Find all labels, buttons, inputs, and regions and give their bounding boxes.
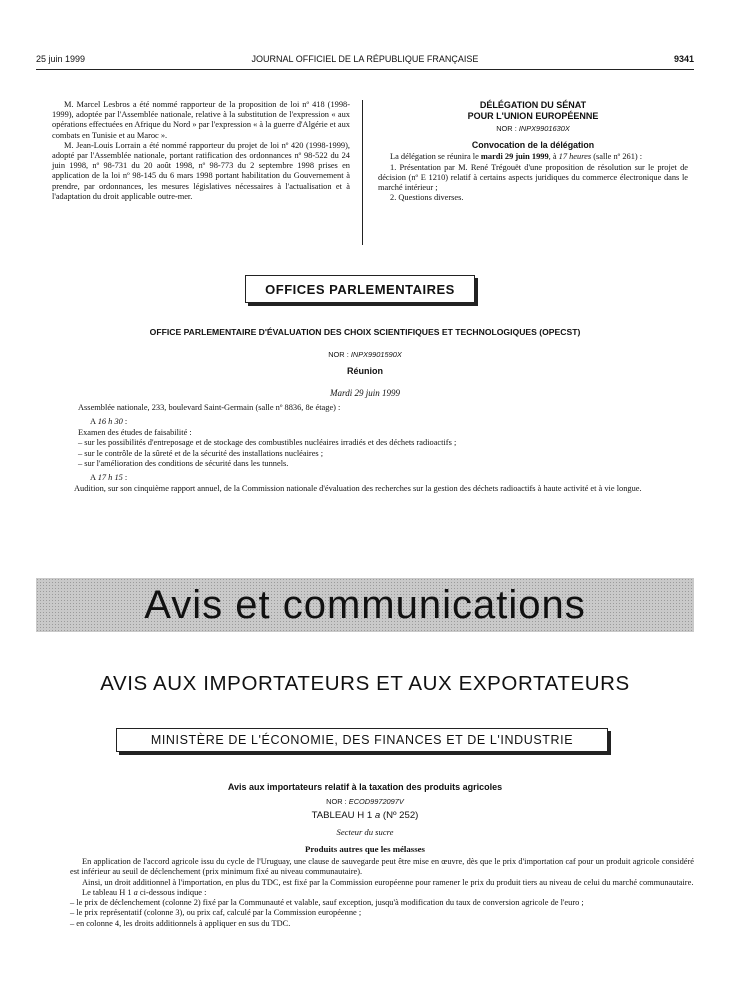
nor-label: NOR :	[326, 797, 347, 806]
agenda-item-1: 1. Présentation par M. René Trégouët d'une proposition de résolution sur le projet de décision (nº E 1210) relatif à certains aspects juridiques du commerce électronique dans le marché intérieur ;	[378, 162, 688, 193]
meeting-time: 17 heures	[558, 152, 592, 162]
paragraph: En application de l'accord agricole issu du cycle de l'Uruguay, une clause de sauvegarde peut être mise en œuvre, dès que le prix d'importation caf pour un produit agricole considéré est inférieur au seuil de déclenchement (prix minimum fixé au niveau communautaire).	[70, 857, 694, 877]
time-value: 16 h 30	[97, 417, 123, 427]
agenda-item-2: 2. Questions diverses.	[390, 193, 464, 203]
convocation-intro	[378, 152, 688, 162]
bullet-item: – sur les possibilités d'entreposage et de stockage des combustibles nucléaires irradiés et des déchets radioactifs ;	[78, 438, 457, 448]
bullet-item: – sur le contrôle de la sûreté et de la sécurité des installations nucléaires ;	[78, 448, 324, 458]
column-divider	[362, 100, 363, 245]
produits-heading: Produits autres que les mélasses	[305, 844, 425, 854]
para-suffix: ci-dessous indique :	[137, 887, 207, 897]
intro-end: (salle nº 261) :	[591, 152, 643, 162]
avis-body	[70, 857, 694, 929]
tableau-suffix: (Nº 252)	[380, 810, 419, 821]
nor-code: INPX9901590X	[350, 350, 402, 359]
audition-text: Audition, sur son cinquième rapport annuel, de la Commission nationale d'évaluation des recherches sur la gestion des déchets radioactifs à haute activité et à vie longue.	[74, 483, 642, 493]
tableau-heading	[36, 810, 694, 821]
meeting-location: Assemblée nationale, 233, boulevard Saint-Germain (salle nº 8836, 8e étage) :	[78, 403, 341, 412]
ministry-box: MINISTÈRE DE L'ÉCONOMIE, DES FINANCES ET DE L'INDUSTRIE	[116, 728, 608, 752]
offices-parlementaires-box: OFFICES PARLEMENTAIRES	[245, 275, 475, 303]
para-prefix: Le tableau H 1	[82, 887, 134, 897]
left-column	[52, 100, 350, 202]
delegation-title-line2: POUR L'UNION EUROPÉENNE	[467, 111, 599, 121]
avis-nor	[36, 797, 694, 806]
paragraph	[70, 888, 694, 898]
page-header	[36, 54, 694, 68]
nor-code: ECOD9972097V	[348, 797, 404, 806]
intro-mid: , à	[548, 152, 559, 162]
list-item: – le prix de déclenchement (colonne 2) fixé par la Communauté et valable, sauf exception, jusqu'à modification du taux de conversion agricole de l'euro ;	[70, 898, 584, 908]
para-letter: a	[133, 887, 138, 897]
time-slot-2	[78, 473, 694, 483]
paragraph: Ainsi, un droit additionnel à l'importation, en plus du TDC, est fixé par la Commission européenne pour ramener le prix du produit tiers au niveau de celui du marché communautaire.	[82, 877, 694, 887]
intro-start: La délégation se réunira le	[390, 152, 481, 162]
time-value: 17 h 15	[97, 473, 123, 483]
header-rule	[36, 69, 694, 70]
avis-communications-banner	[36, 578, 694, 632]
issue-date: 25 juin 1999	[36, 54, 86, 64]
meeting-date: mardi 29 juin 1999	[480, 152, 549, 162]
convocation-heading: Convocation de la délégation	[471, 140, 595, 151]
nor-label: NOR :	[328, 350, 349, 359]
banner-text: Avis et communications	[144, 583, 586, 627]
time-suffix: :	[122, 417, 128, 427]
time-suffix: :	[122, 473, 128, 483]
journal-title: JOURNAL OFFICIEL DE LA RÉPUBLIQUE FRANÇAISE	[251, 54, 479, 64]
paragraph-lesbros: M. Marcel Lesbros a été nommé rapporteur de la proposition de loi nº 418 (1998-1999), adoptée par l'Assemblée nationale, relative à la substitution de l'expression « aux opérations effectuées en Afrique du Nord » par l'expression « à la guerre d'Algérie et aux combats en Tunisie et au Maroc ».	[52, 100, 350, 140]
opecst-title: OFFICE PARLEMENTAIRE D'ÉVALUATION DES CHOIX SCIENTIFIQUES ET TECHNOLOGIQUES (OPECST)	[149, 327, 581, 337]
section-heading: AVIS AUX IMPORTATEURS ET AUX EXPORTATEURS	[100, 672, 630, 695]
reunion-date: Mardi 29 juin 1999	[330, 388, 400, 398]
list-item: – le prix représentatif (colonne 3), ou prix caf, calculé par la Commission européenne ;	[70, 908, 362, 918]
delegation-nor	[378, 124, 688, 134]
examen-line: Examen des études de faisabilité :	[78, 427, 192, 437]
tableau-letter: a	[374, 810, 381, 821]
delegation-title-line1: DÉLÉGATION DU SÉNAT	[479, 100, 587, 110]
opecst-nor	[36, 350, 694, 359]
opecst-body	[74, 403, 694, 494]
list-item: – en colonne 4, les droits additionnels à appliquer en sus du TDC.	[70, 918, 291, 928]
delegation-title	[378, 100, 688, 122]
time-prefix: A	[90, 473, 98, 483]
time-slot-1	[78, 417, 694, 427]
avis-title: Avis aux importateurs relatif à la taxation des produits agricoles	[227, 782, 503, 792]
secteur-heading: Secteur du sucre	[336, 827, 394, 837]
nor-label: NOR :	[496, 124, 517, 133]
paragraph-lorrain: M. Jean-Louis Lorrain a été nommé rapporteur du projet de loi nº 420 (1998-1999), adopté par l'Assemblée nationale, portant ratification des ordonnances nº 98-522 du 24 juin 1998, nº 98-731 du 20 août 1998, nº 98-773 du 2 septembre 1998 prises en application de la loi nº 98-145 du 6 mars 1998 portant habilitation du Gouvernement à prendre, par ordonnances, les mesures législatives nécessaires à l'actualisation et à l'adaptation du droit applicable outre-mer.	[52, 140, 350, 201]
page-number: 9341	[673, 54, 694, 64]
right-column	[378, 100, 688, 203]
time-prefix: A	[90, 417, 98, 427]
bullet-item: – sur l'amélioration des conditions de sécurité dans les tunnels.	[78, 459, 289, 469]
tableau-prefix: TABLEAU H 1	[311, 810, 375, 821]
nor-code: INPX9901630X	[518, 124, 570, 133]
reunion-heading: Réunion	[347, 366, 383, 376]
